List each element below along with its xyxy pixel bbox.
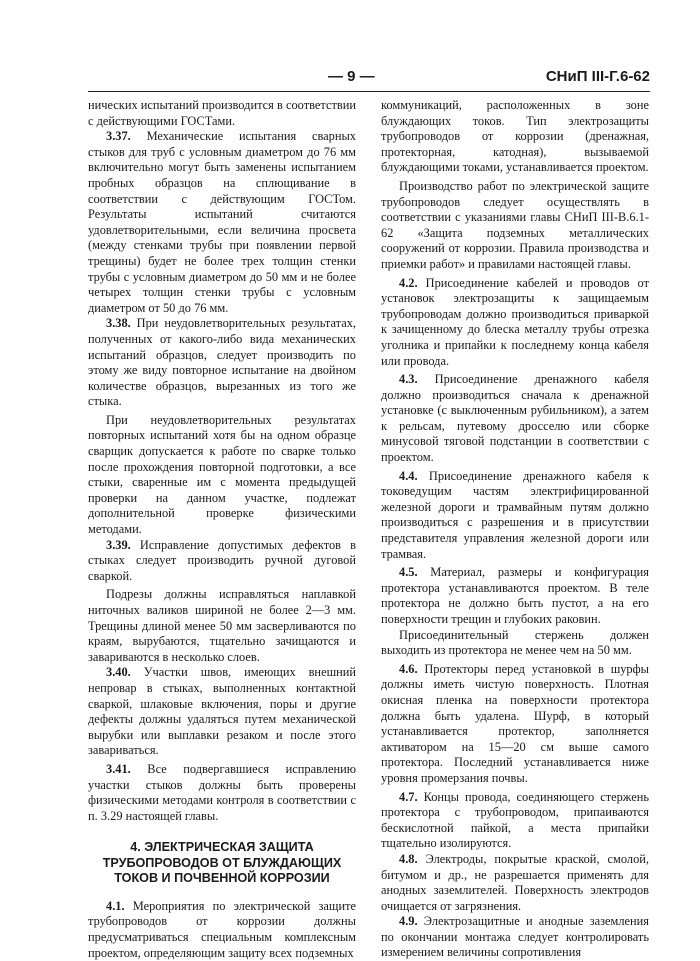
page-header <box>88 68 650 88</box>
clause-number: 4.2. <box>399 275 418 290</box>
clause-text: Механические испытания сварных стыков для труб с условным диаметром до 76 мм включительно могут быть заменены испытанием пробных образцов на сплющивание в соответствии с действующим ГОСТом. Результаты испытаний считаются удовлетворительными, если величина просвета (между стенками трубы при появлении первой трещины) будет не более трех толщин стенки трубы с условным диаметром до 50 мм и не более четырех толщин стенки трубы с условным диаметром от 50 до 76 мм. <box>88 129 356 315</box>
heading-line: ТОКОВ И ПОЧВЕННОЙ КОРРОЗИИ <box>114 871 330 886</box>
paragraph: Подрезы должны исправляться наплавкой ниточных валиков шириной не более 2—3 мм. Трещины длиной менее 50 мм засверливаются по краям, вырубаются, тщательно зачищаются и завариваются в несколько слоев. <box>88 587 356 664</box>
clause-4-8 <box>381 852 649 914</box>
clause-text: Протекторы перед установкой в шурфы должны иметь чистую поверхность. Плотная окисная пленка на поверхности протектора должна быть удалена. Шурф, в который устанавливается протектор, заполняется активатором на 15—20 см выше самого протектора. Последний устанавливается ниже уровня промерзания почвы. <box>381 661 649 785</box>
clause-4-7 <box>381 790 649 852</box>
clause-number: 4.4. <box>399 468 418 483</box>
clause-number: 3.39. <box>106 537 131 552</box>
clause-number: 4.7. <box>399 789 418 804</box>
clause-text: Все подвергавшиеся исправлению участки стыков должны быть проверены физическими методами контроля в соответствии с п. 3.29 настоящей главы. <box>88 761 356 823</box>
clause-number: 3.38. <box>106 316 131 331</box>
clause-text: Мероприятия по электрической защите трубопроводов от коррозии должны предусматриваться специальным комплексным проектом, определяющим защиту всех подземных <box>88 898 356 960</box>
clause-number: 4.3. <box>399 372 418 387</box>
heading-line: 4. ЭЛЕКТРИЧЕСКАЯ ЗАЩИТА <box>130 840 314 855</box>
clause-number: 4.6. <box>399 661 418 676</box>
clause-text: Присоединение дренажного кабеля должно производиться сначала к дренажной установке (с выключенным рубильником), а затем к рельсам, путевому дросселю или сборке минусовой тяговой подстанции в соответствии с проектом. <box>381 372 649 465</box>
clause-3-37 <box>88 129 356 316</box>
heading-line: ТРУБОПРОВОДОВ ОТ БЛУЖДАЮЩИХ <box>102 855 342 870</box>
paragraph: При неудовлетворительных результатах повторных испытаний хотя бы на одном образце сварщик допускается к работе по сварке только после прохождения повторной подготовки, а все стыки, сваренные им с момента предыдущей проверки на данном участке, подлежат дополнительной проверке физическими методами. <box>88 412 356 537</box>
clause-text: При неудовлетворительных результатах, полученных от какого-либо вида механических испытаний образцов, следует производить по этому же виду повторное испытание на двойном количестве образцов, вырезанных из того же стыка. <box>88 316 356 409</box>
clause-4-1 <box>88 899 356 961</box>
clause-text: Электрозащитные и анодные заземления по окончании монтажа следует контролировать измерением величины сопротивления <box>381 914 649 960</box>
paragraph: Присоединительный стержень должен выходить из протектора не менее чем на 50 мм. <box>381 627 649 658</box>
clause-3-40 <box>88 665 356 759</box>
clause-text: Присоединение кабелей и проводов от установок электрозащиты к защищаемым трубопроводам должно производиться приваркой к зачищенному до блеска металлу трубы отрезка уголника и припайки к последнему конца кабеля или провода. <box>381 275 649 368</box>
clause-number: 4.1. <box>106 898 125 913</box>
clause-3-41 <box>88 762 356 824</box>
paragraph: Производство работ по электрической защите трубопроводов следует осуществлять в соответствии с указаниями главы СНиП III-В.6.1-62 «Защита подземных металлических сооружений от коррозии. Правила производства и приемки работ» и правилами настоящей главы. <box>381 178 649 271</box>
clause-number: 4.9. <box>399 914 418 929</box>
paragraph: нических испытаний производится в соответствии с действующими ГОСТами. <box>88 98 356 128</box>
clause-text: Электроды, покрытые краской, смолой, битумом и др., не разрешается применять для анодных заземлителей. Поверхность электродов очищается от загрязнения. <box>381 851 649 913</box>
clause-text: Присоединение дренажного кабеля к токоведущим частям электрифицированной железной дороги и трамвайным путям должно производиться с разрешения и в присутствии представителя управления железной дороги или трамвая. <box>381 468 649 561</box>
clause-3-38 <box>88 316 356 410</box>
header-rule <box>88 91 650 92</box>
left-column <box>88 98 356 961</box>
paragraph: коммуникаций, расположенных в зоне блуждающих токов. Тип электрозащиты трубопроводов от коррозии (дренажная, протекторная, катодная), вызываемой блуждающими токами, устанавливается проектом. <box>381 98 649 175</box>
clause-number: 3.41. <box>106 761 131 776</box>
clause-4-3 <box>381 372 649 466</box>
clause-number: 4.8. <box>399 851 418 866</box>
section-heading <box>88 840 356 887</box>
clause-number: 3.37. <box>106 129 131 144</box>
clause-text: Исправление допустимых дефектов в стыках следует производить ручной дуговой сваркой. <box>88 537 356 583</box>
clause-number: 4.5. <box>399 565 418 580</box>
clause-text: Участки швов, имеющих внешний непровар в стыках, выполненных контактной сваркой, шлаковые включения, поры и другие дефекты должны удаляться путем механической вырубки или выплавки резаком и после этого завариваться. <box>88 665 356 758</box>
document-code: СНиП III-Г.6-62 <box>545 68 650 85</box>
clause-4-5 <box>381 565 649 627</box>
clause-3-39 <box>88 538 356 585</box>
clause-number: 3.40. <box>106 665 131 680</box>
right-column <box>381 98 649 961</box>
clause-4-9 <box>381 914 649 961</box>
clause-4-4 <box>381 469 649 563</box>
clause-4-2 <box>381 276 649 370</box>
page-number: — 9 — <box>328 68 375 85</box>
clause-4-6 <box>381 662 649 787</box>
clause-text: Материал, размеры и конфигурация протектора устанавливаются проектом. В теле протектора не должно быть пустот, а на его поверхности трещин и глубоких раковин. <box>381 565 649 626</box>
clause-text: Концы провода, соединяющего стержень протектора с трубопроводом, припаиваются бескислотной пайкой, а места припайки тщательно изолируются. <box>381 789 649 851</box>
